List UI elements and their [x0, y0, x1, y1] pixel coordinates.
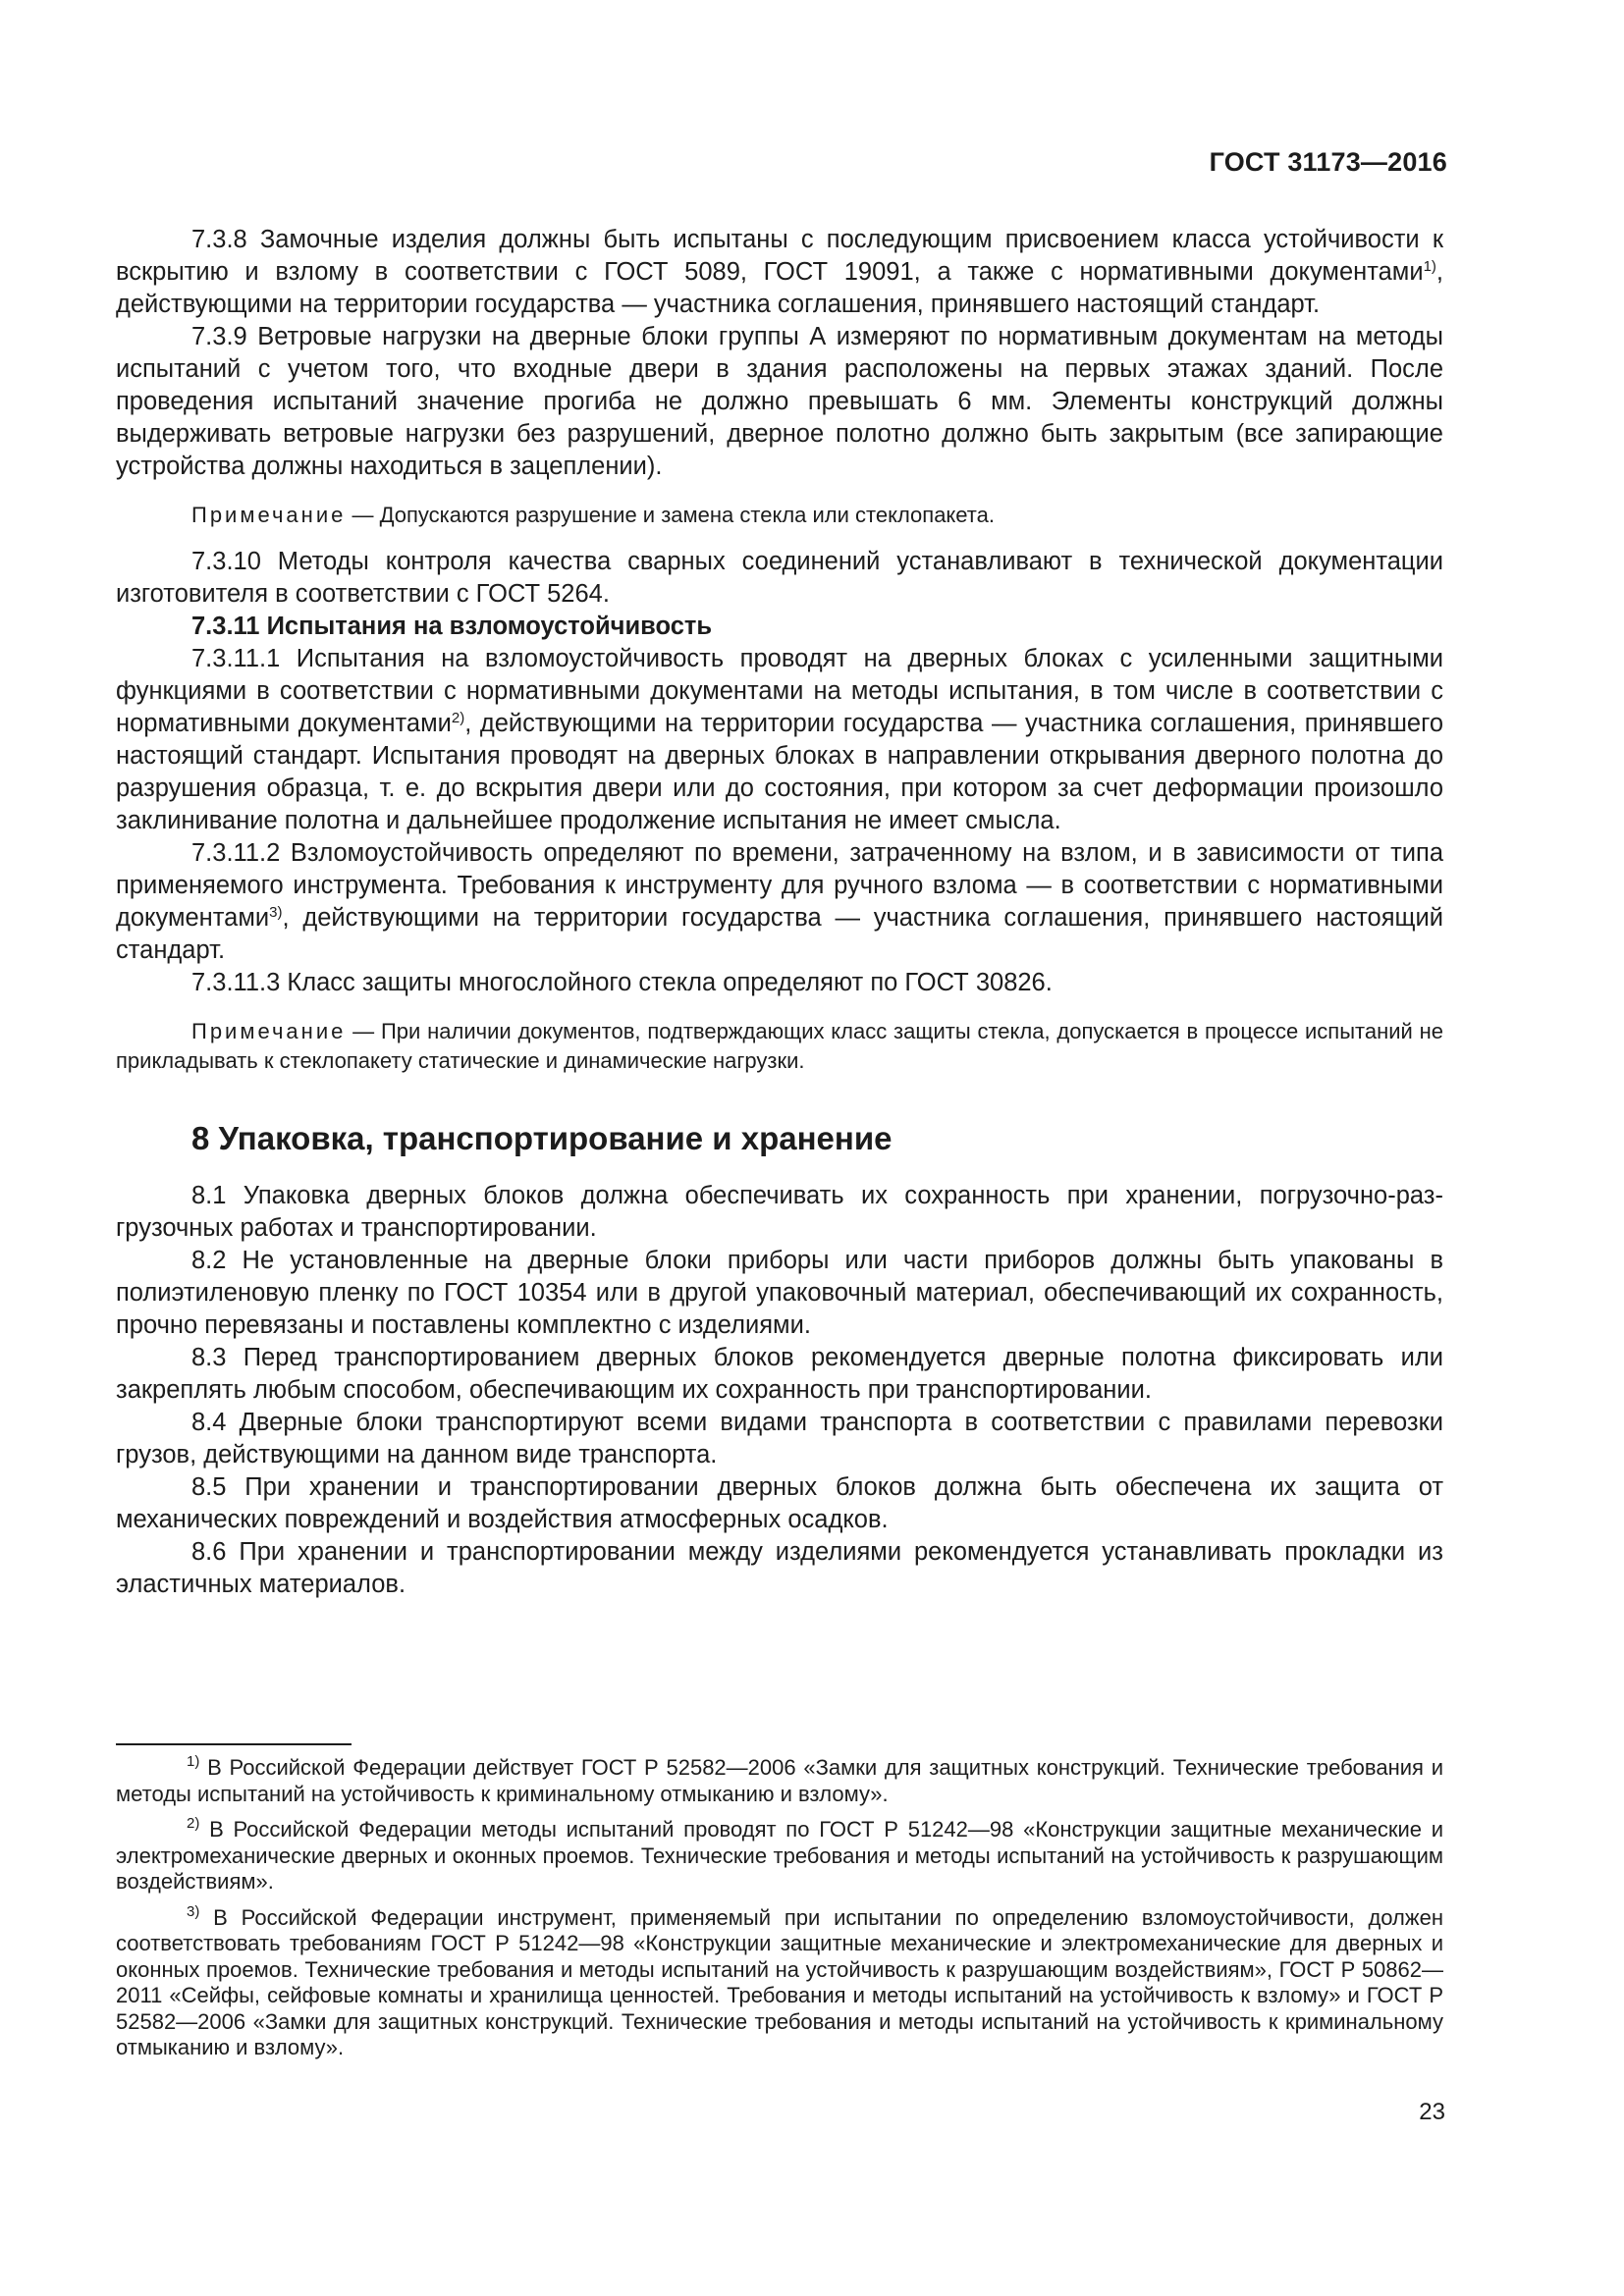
footnote-3 [116, 1902, 1443, 2061]
paragraph-7-3-11-1-text-a: 7.3.11.1 Испытания на взломоустойчивость проводят на дверных блоках с усиленными защитными функциями в соответствии с нормативными документами на методы испытания, в том числе в соответствии с нормативными документами [116, 645, 1443, 737]
paragraph-7-3-11-2-text-b: , действующими на территории государства — участника соглашения, принявшего настоящий стандарт. [116, 904, 1443, 964]
paragraph-7-3-9: 7.3.9 Ветровые нагрузки на дверные блоки группы А измеряют по нормативным документам на методы испытаний с учетом того, что входные двери в здания расположены на первых этажах зданий. После проведения испытаний значение прогиба не должно превышать 6 мм. Элементы конструкций должны выдерживать ветровые нагрузки без разрушений, дверное полотно должно быть закрытым (все запирающие устройства должны находиться в зацеплении). [116, 323, 1443, 480]
section-8-title: 8 Упаковка, транспортирование и хранение [191, 1120, 893, 1156]
paragraph-7-3-11-2-text-a: 7.3.11.2 Взломоустойчивость определяют по времени, затраченному на взлом, и в зависимости от типа применяемого инструмента. Требования к инструменту для ручного взлома — в соответствии с нормативными документами [116, 839, 1443, 932]
paragraph-8-1: 8.1 Упаковка дверных блоков должна обеспечивать их сохранность при хранении, погрузочно-разгрузочных работах и транспортировании. [116, 1182, 1443, 1242]
paragraph-7-3-8 [116, 224, 1443, 321]
document-code-header: ГОСТ 31173—2016 [1209, 147, 1447, 177]
note-1-text: — Допускаются разрушение и замена стекла или стеклопакета. [346, 503, 995, 527]
footnote-2-mark: 2) [187, 1815, 200, 1832]
footnote-ref-2: 2) [451, 710, 465, 726]
paragraph-8-6: 8.6 При хранении и транспортировании между изделиями рекомендуется устанавливать прокладки из эластичных материалов. [116, 1538, 1443, 1598]
paragraph-7-3-8-text-a: 7.3.8 Замочные изделия должны быть испытаны с последующим присвоением класса устойчивости к вскрытию и взлому в соответствии с ГОСТ 5089, ГОСТ 19091, а также с нормативными документами [116, 226, 1443, 286]
paragraph-7-3-11-1-text-b: , действующими на территории государства — участника соглашения, принявшего настоящий стандарт. Испытания проводят на дверных блоках в направлении открывания дверного полотна до разрушения образца, т. е. до вскрытия двери или до состояния, при котором за счет деформации произошло заклинивание полотна и дальнейшее продолжение испытания не имеет смысла. [116, 710, 1444, 834]
note-1 [116, 501, 1443, 530]
footnote-1-mark: 1) [187, 1753, 200, 1770]
footnote-2-text: В Российской Федерации методы испытаний проводят по ГОСТ Р 51242—98 «Конструкции защитные механические и электромеханические дверных и оконных проемов. Технические требования и методы испытаний на устойчивость к разрушающим воздействиям». [116, 1817, 1443, 1894]
paragraph-7-3-8-text-b: , действующими на территории государства — участника соглашения, принявшего настоящий стандарт. [116, 258, 1443, 318]
note-2 [116, 1017, 1443, 1076]
paragraph-8-3: 8.3 Перед транспортированием дверных блоков рекомендуется дверные полотна фиксировать или закреплять любым способом, обеспечивающим их сохранность при транспортировании. [116, 1344, 1443, 1404]
paragraph-7-3-10: 7.3.10 Методы контроля качества сварных соединений устанавливают в технической документации изготовителя в соответствии с ГОСТ 5264. [116, 548, 1443, 608]
footnote-ref-1: 1) [1423, 258, 1436, 275]
main-content [116, 224, 1443, 1601]
footnote-ref-3: 3) [269, 904, 283, 921]
heading-7-3-11: 7.3.11 Испытания на взломоустойчивость [191, 613, 713, 640]
footnote-1 [116, 1755, 1443, 1807]
paragraph-8-5: 8.5 При хранении и транспортировании дверных блоков должна быть обеспечена их защита от механических повреждений и воздействия атмосферных осадков. [116, 1473, 1443, 1533]
footnote-2 [116, 1817, 1443, 1896]
footnote-divider [116, 1743, 352, 1745]
paragraph-8-4: 8.4 Дверные блоки транспортируют всеми видами транспорта в соответствии с правилами перевозки грузов, действующими на данном виде транспорта. [116, 1409, 1443, 1468]
footnote-3-text: В Российской Федерации инструмент, применяемый при испытании по определению взломоустойчивости, должен соответствовать требованиям ГОСТ Р 51242—98 «Конструкции защитные механические и электромеханические для дверных и оконных проемов. Технические требования и методы испытаний на устойчивость к разрушающим воздействиям», ГОСТ Р 50862—2011 «Сейфы, сейфовые комнаты и хранилища ценностей. Требования и методы испытаний на устойчивость к взлому» и ГОСТ Р 52582—2006 «Замки для защитных конструкций. Технические требования и методы испытаний на устойчивость к криминальному отмыканию и взлому». [116, 1904, 1443, 2059]
note-1-label: Примечание [191, 503, 347, 527]
paragraph-8-2: 8.2 Не установленные на дверные блоки приборы или части приборов должны быть упакованы в полиэтиленовую пленку по ГОСТ 10354 или в другой упаковочный материал, обеспечивающий их сохранность, прочно перевязаны и поставлены комплектно с изделиями. [116, 1247, 1443, 1339]
paragraph-7-3-11-1 [116, 643, 1443, 837]
paragraph-7-3-11-3: 7.3.11.3 Класс защиты многослойного стекла определяют по ГОСТ 30826. [191, 969, 1053, 996]
footnote-3-mark: 3) [187, 1902, 200, 1920]
note-2-text: — При наличии документов, подтверждающих класс защиты стекла, допускается в процессе испытаний не прикладывать к стеклопакету статические и динамические нагрузки. [116, 1019, 1443, 1073]
footnotes [116, 1755, 1443, 2071]
paragraph-7-3-11-2 [116, 837, 1443, 967]
note-2-label: Примечание [191, 1019, 347, 1043]
page-number: 23 [1419, 2099, 1445, 2125]
footnote-1-text: В Российской Федерации действует ГОСТ Р 52582—2006 «Замки для защитных конструкций. Технические требования и методы испытаний на устойчивость к криминальному отмыканию и взлому». [116, 1755, 1443, 1806]
